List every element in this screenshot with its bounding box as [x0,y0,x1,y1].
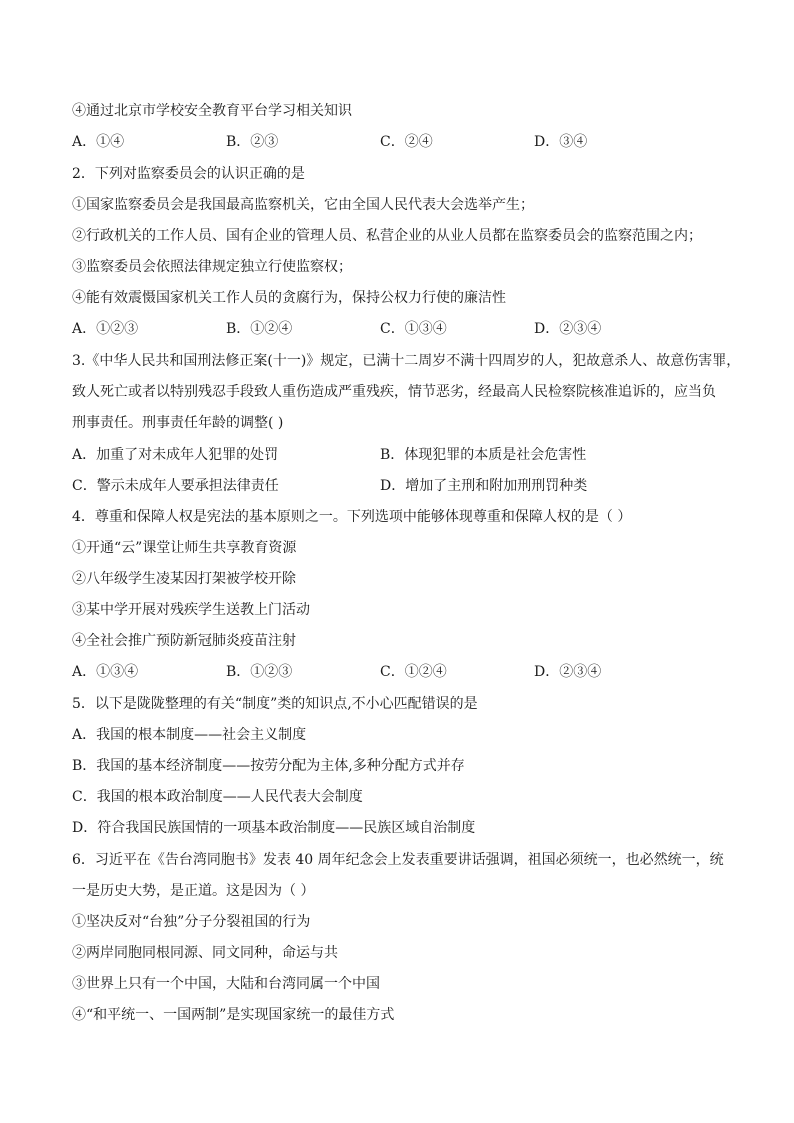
q2-item-1: ①国家监察委员会是我国最高监察机关，它由全国人民代表大会选举产生； [72,197,534,213]
q3-option-d: D．增加了主刑和附加刑刑罚种类 [380,478,588,494]
q5-stem: 5．以下是陇陇整理的有关“制度”类的知识点,不小心匹配错误的是 [72,696,478,712]
q5-option-d: D．符合我国民族国情的一项基本政治制度——民族区域自治制度 [72,820,476,836]
q4-option-c: C．①②④ [380,664,447,680]
q4-item-2: ②八年级学生凌某因打架被学校开除 [72,571,296,587]
q3-stem-line-3: 刑事责任。刑事责任年龄的调整( ) [72,415,284,431]
q5-option-c: C．我国的根本政治制度——人民代表大会制度 [72,789,363,805]
q6-stem-line-1: 6．习近平在《告台湾同胞书》发表 40 周年纪念会上发表重要讲话强调，祖国必须统一，也必然统一，统 [72,852,724,868]
q3-stem-line-2: 致人死亡或者以特别残忍手段致人重伤造成严重残疾，情节恶劣，经最高人民检察院核准追诉的，应当负 [72,384,716,400]
q1-option-a: A．①④ [72,134,125,150]
q1-option-c: C．②④ [380,134,433,150]
q4-option-b: B．①②③ [226,664,293,680]
q5-option-b: B．我国的基本经济制度——按劳分配为主体,多种分配方式并存 [72,758,465,774]
q2-option-d: D．②③④ [534,321,602,337]
q2-item-3: ③监察委员会依照法律规定独立行使监察权； [72,259,352,275]
q4-option-d: D．②③④ [534,664,602,680]
q4-stem: 4．尊重和保障人权是宪法的基本原则之一。下列选项中能够体现尊重和保障人权的是（ ） [72,509,632,525]
q2-stem: 2．下列对监察委员会的认识正确的是 [72,166,305,182]
q3-option-b: B．体现犯罪的本质是社会危害性 [380,447,587,463]
q5-option-a: A．我国的根本制度——社会主义制度 [72,727,307,743]
q4-item-3: ③某中学开展对残疾学生送教上门活动 [72,602,310,618]
q6-item-1: ①坚决反对“台独”分子分裂祖国的行为 [72,914,311,930]
q1-option-b: B．②③ [226,134,279,150]
q4-option-a: A．①③④ [72,664,139,680]
q3-option-a: A．加重了对未成年人犯罪的处罚 [72,447,279,463]
q1-option-d: D．③④ [534,134,588,150]
q2-option-b: B．①②④ [226,321,293,337]
q6-item-4: ④“和平统一、一国两制”是实现国家统一的最佳方式 [72,1007,395,1023]
q2-item-2: ②行政机关的工作人员、国有企业的管理人员、私营企业的从业人员都在监察委员会的监察范围之内； [72,228,702,244]
q4-item-4: ④全社会推广预防新冠肺炎疫苗注射 [72,633,296,649]
q6-item-2: ②两岸同胞同根同源、同文同种，命运与共 [72,945,338,961]
q1-item-4: ④通过北京市学校安全教育平台学习相关知识 [72,103,352,119]
q4-item-1: ①开通“云”课堂让师生共享教育资源 [72,540,297,556]
q2-option-a: A．①②③ [72,321,139,337]
q6-stem-line-2: 一是历史大势，是正道。这是因为（ ） [72,883,315,899]
q2-option-c: C．①③④ [380,321,447,337]
q3-stem-line-1: 3.《中华人民共和国刑法修正案(十一)》规定，已满十二周岁不满十四周岁的人，犯故意杀人、故意伤害罪， [72,353,741,369]
q2-item-4: ④能有效震慑国家机关工作人员的贪腐行为，保持公权力行使的廉洁性 [72,290,506,306]
q6-item-3: ③世界上只有一个中国，大陆和台湾同属一个中国 [72,976,380,992]
q3-option-c: C．警示未成年人要承担法律责任 [72,478,279,494]
